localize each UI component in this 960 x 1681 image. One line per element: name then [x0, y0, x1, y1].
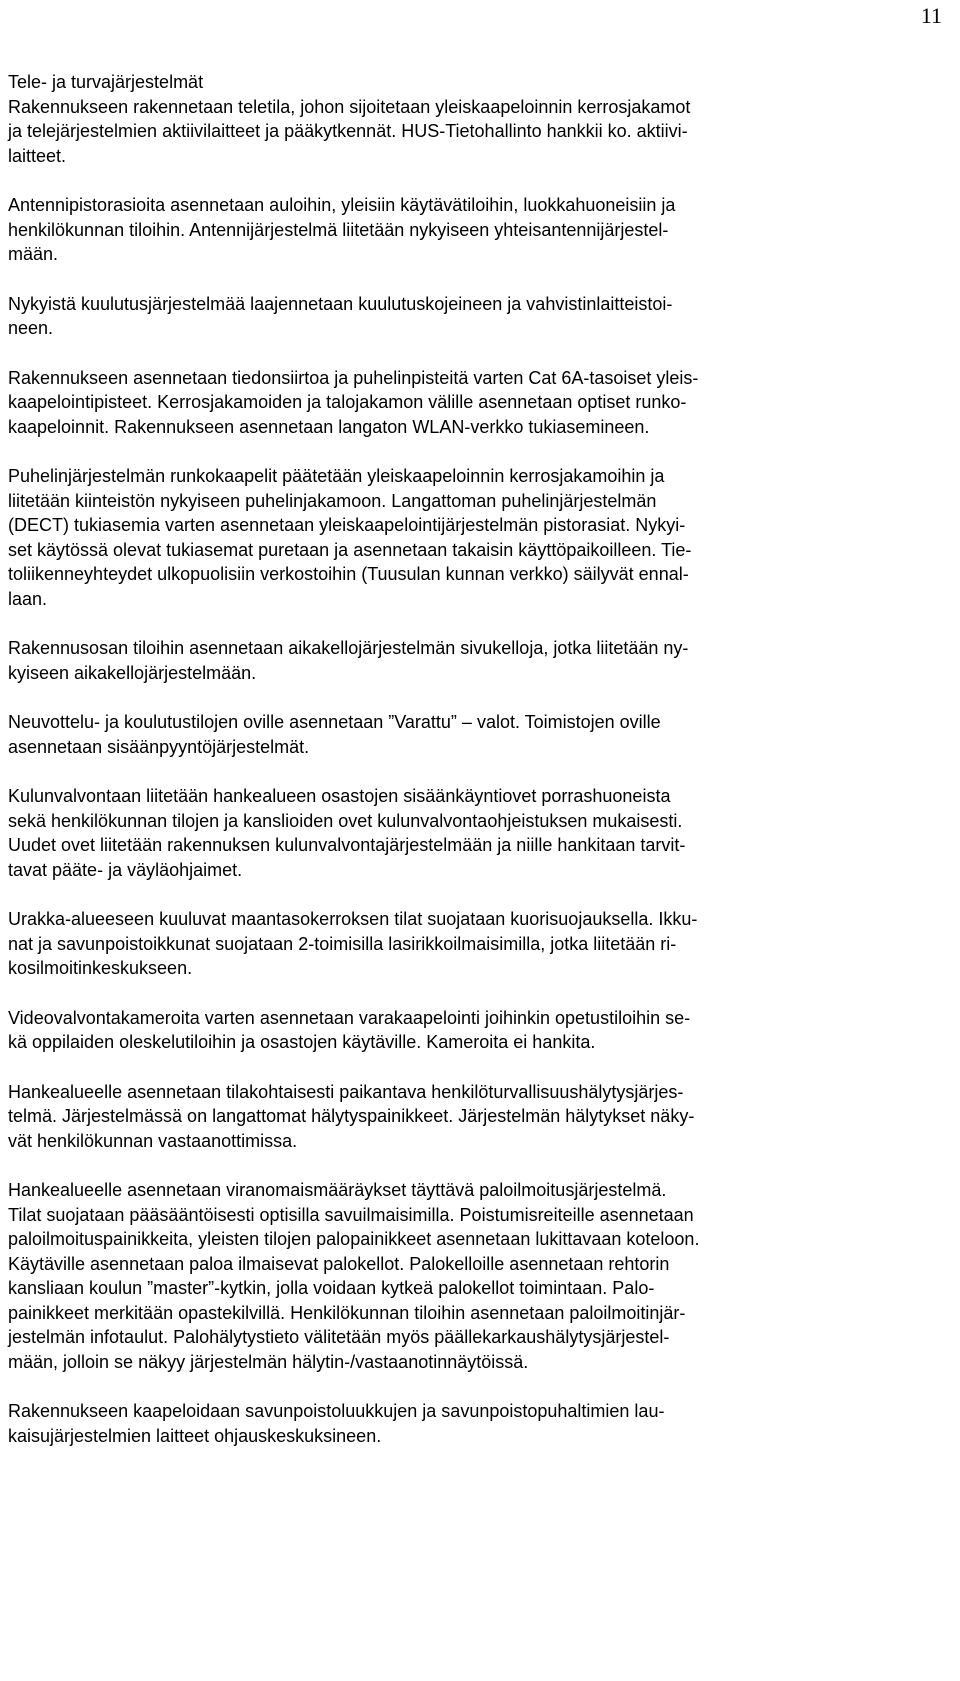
- paragraph: [8, 636, 908, 685]
- text-line: laan.: [8, 588, 48, 609]
- text-line: Rakennukseen asennetaan tiedonsiirtoa ja puhelinpisteitä varten Cat 6A-tasoiset yleis-: [8, 367, 699, 388]
- paragraph: [8, 1006, 908, 1055]
- paragraph: [8, 193, 908, 267]
- text-line: jestelmän infotaulut. Palohälytystieto välitetään myös päällekarkaushälytysjärjestel-: [8, 1327, 670, 1347]
- text-line: liitetään kiinteistön nykyiseen puhelinjakamoon. Langattoman puhelinjärjestelmän: [8, 490, 657, 511]
- text-line: telmä. Järjestelmässä on langattomat hälytyspainikkeet. Järjestelmän hälytykset näky-: [8, 1106, 695, 1126]
- paragraph: [8, 784, 908, 882]
- text-line: ja telejärjestelmien aktiivilaitteet ja pääkytkennät. HUS-Tietohallinto hankkii ko. aktiivi-: [8, 121, 688, 141]
- text-line: Rakennukseen rakennetaan teletila, johon sijoitetaan yleiskaapeloinnin kerrosjakamot: [8, 96, 691, 117]
- paragraph: [8, 710, 908, 759]
- text-line: Hankealueelle asennetaan tilakohtaisesti paikantava henkilöturvallisuushälytysjärjes-: [8, 1081, 684, 1102]
- paragraph: [8, 292, 908, 341]
- text-line: kaapeloinnit. Rakennukseen asennetaan langaton WLAN-verkko tukiasemineen.: [8, 416, 650, 437]
- text-line: set käytössä olevat tukiasemat puretaan ja asennetaan takaisin käyttöpaikoilleen. Tie-: [8, 539, 692, 560]
- paragraph: [8, 95, 908, 169]
- text-line: paloilmoituspainikkeita, yleisten tilojen palopainikkeet asennetaan lukittavaan koteloon.: [8, 1229, 700, 1249]
- text-line: kyiseen aikakellojärjestelmään.: [8, 662, 257, 683]
- text-line: kosilmoitinkeskukseen.: [8, 958, 193, 978]
- text-line: Videovalvontakameroita varten asennetaan varakaapelointi joihinkin opetustiloihin se-: [8, 1007, 691, 1028]
- paragraph: [8, 907, 908, 981]
- text-line: toliikenneyhteydet ulkopuolisiin verkostoihin (Tuusulan kunnan verkko) säilyvät ennal-: [8, 564, 689, 584]
- text-line: mään, jolloin se näkyy järjestelmän hälytin-/vastaanotinnäytöissä.: [8, 1351, 529, 1372]
- page-number: 11: [920, 3, 942, 28]
- paragraph: [8, 1178, 908, 1374]
- text-line: painikkeet merkitään opastekilvillä. Henkilökunnan tiloihin asennetaan paloilmoitinjär-: [8, 1302, 686, 1323]
- text-line: Puhelinjärjestelmän runkokaapelit päätetään yleiskaapeloinnin kerrosjakamoihin ja: [8, 466, 665, 486]
- text-line: kaisujärjestelmien laitteet ohjauskeskuksineen.: [8, 1425, 382, 1446]
- text-line: kaapelointipisteet. Kerrosjakamoiden ja talojakamon välille asennetaan optiset runko-: [8, 392, 687, 412]
- text-line: tavat pääte- ja väyläohjaimet.: [8, 859, 243, 880]
- text-line: Hankealueelle asennetaan viranomaismääräykset täyttävä paloilmoitusjärjestelmä.: [8, 1180, 667, 1200]
- text-line: kä oppilaiden oleskelutiloihin ja osastojen käytäville. Kameroita ei hankita.: [8, 1032, 596, 1052]
- text-line: Tilat suojataan pääsääntöisesti optisilla savuilmaisimilla. Poistumisreiteille asennetaan: [8, 1204, 694, 1225]
- text-line: Rakennukseen kaapeloidaan savunpoistoluukkujen ja savunpoistopuhaltimien lau-: [8, 1401, 665, 1421]
- text-line: asennetaan sisäänpyyntöjärjestelmät.: [8, 736, 310, 757]
- text-line: henkilökunnan tiloihin. Antennijärjestelmä liitetään nykyiseen yhteisantennijärjestel-: [8, 219, 669, 240]
- text-line: Kulunvalvontaan liitetään hankealueen osastojen sisäänkäyntiovet porrashuoneista: [8, 786, 671, 806]
- paragraph-list: [8, 95, 908, 1449]
- text-line: vät henkilökunnan vastaanottimissa.: [8, 1130, 298, 1151]
- paragraph: [8, 366, 908, 440]
- text-line: Rakennusosan tiloihin asennetaan aikakellojärjestelmän sivukelloja, jotka liitetään ny-: [8, 638, 689, 658]
- section-heading: Tele- ja turvajärjestelmät: [8, 72, 204, 92]
- text-line: laitteet.: [8, 145, 67, 166]
- text-line: mään.: [8, 244, 59, 264]
- text-line: nat ja savunpoistoikkunat suojataan 2-toimisilla lasirikkoilmaisimilla, jotka liitetään ri-: [8, 933, 677, 954]
- text-line: Antennipistorasioita asennetaan auloihin, yleisiin käytävätiloihin, luokkahuoneisiin ja: [8, 195, 676, 215]
- text-line: Neuvottelu- ja koulutustilojen oville asennetaan ”Varattu” – valot. Toimistojen oville: [8, 712, 661, 732]
- text-line: Urakka-alueeseen kuuluvat maantasokerroksen tilat suojataan kuorisuojauksella. Ikku-: [8, 909, 698, 929]
- text-line: kansliaan koulun ”master”-kytkin, jolla voidaan kytkeä palokellot toimintaan. Palo-: [8, 1278, 655, 1298]
- text-line: Käytäville asennetaan paloa ilmaisevat palokellot. Palokelloille asennetaan rehtorin: [8, 1253, 670, 1274]
- document-body: [8, 70, 908, 1473]
- text-line: Uudet ovet liitetään rakennuksen kulunvalvontajärjestelmään ja niille hankitaan tarvit-: [8, 835, 686, 855]
- paragraph: [8, 1399, 908, 1448]
- paragraph: [8, 464, 908, 611]
- text-line: Nykyistä kuulutusjärjestelmää laajennetaan kuulutuskojeineen ja vahvistinlaitteistoi-: [8, 293, 673, 314]
- text-line: (DECT) tukiasemia varten asennetaan yleiskaapelointijärjestelmän pistorasiat. Nykyi-: [8, 515, 686, 535]
- paragraph: [8, 1080, 908, 1154]
- text-line: neen.: [8, 318, 54, 338]
- text-line: sekä henkilökunnan tilojen ja kanslioiden ovet kulunvalvontaohjeistuksen mukaisesti.: [8, 810, 683, 831]
